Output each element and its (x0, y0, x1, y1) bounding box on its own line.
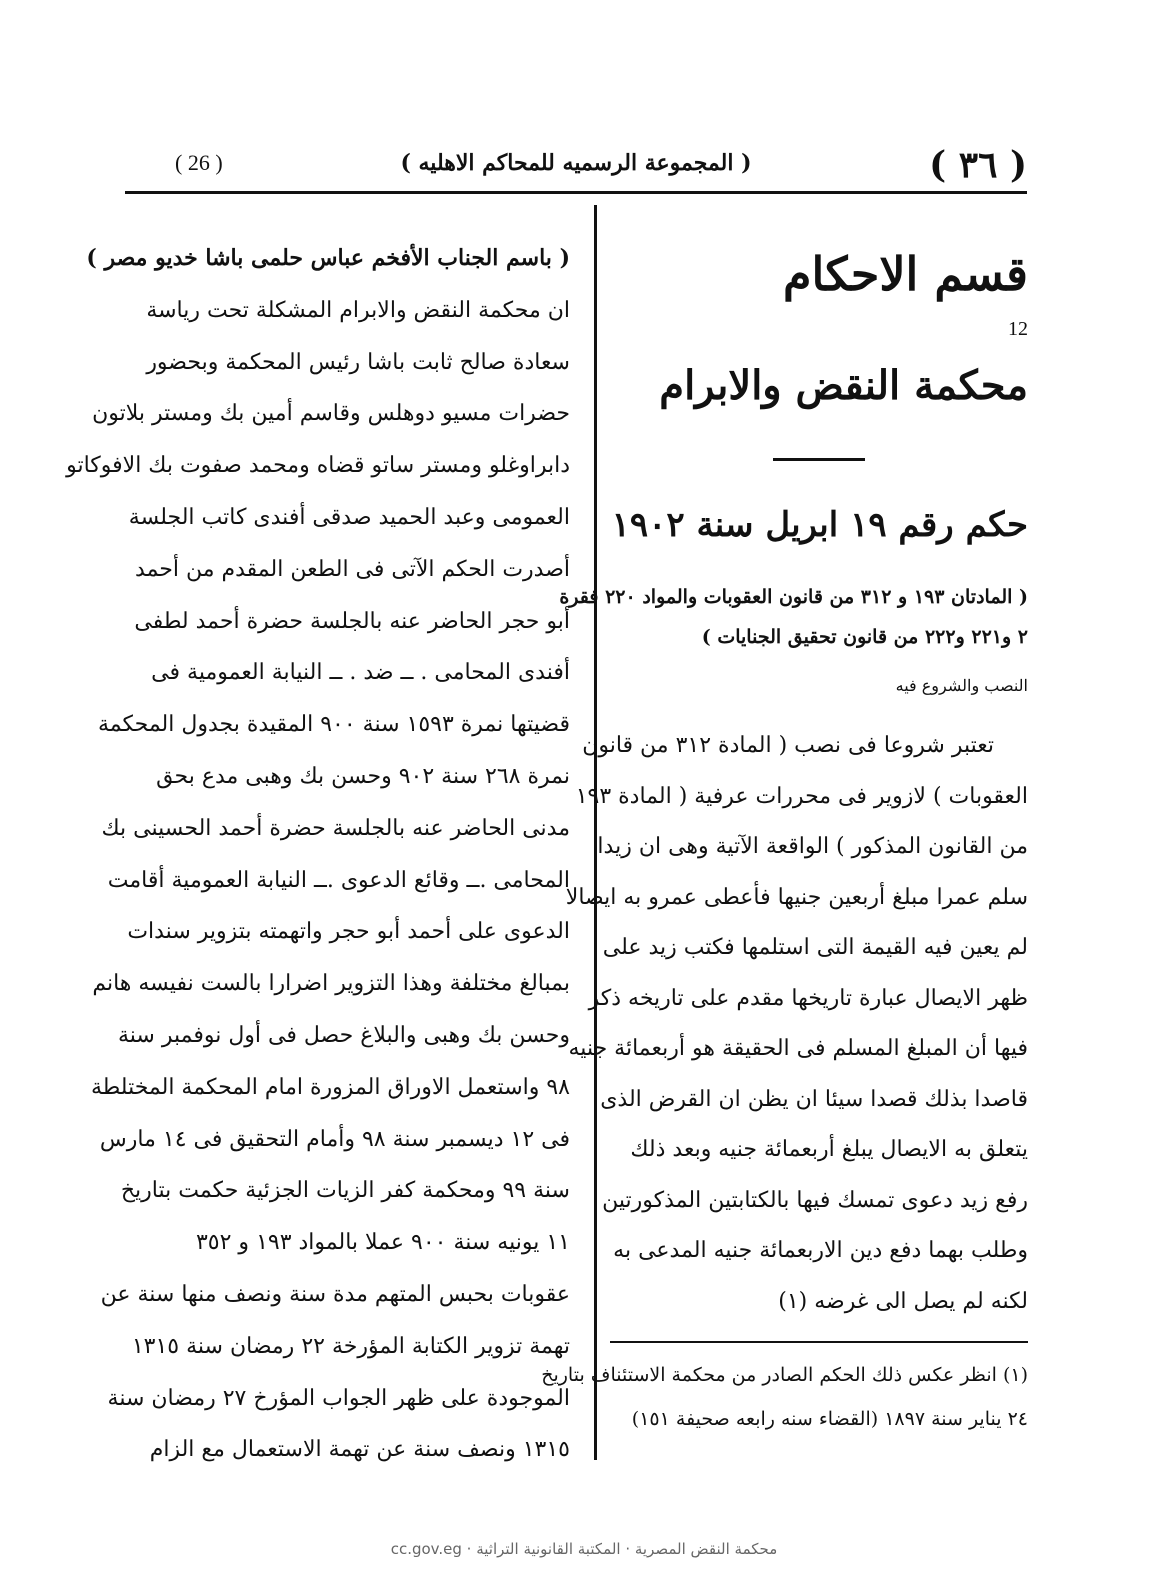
body-line: فيها أن المبلغ المسلم فى الحقيقة هو أربعمائة جنيه (568, 1036, 1028, 1061)
body-line: أصدرت الحكم الآتى فى الطعن المقدم من أحمد (135, 556, 570, 582)
arabic-page-number: ( ٣٦ ) (929, 144, 1027, 186)
body-line: رفع زيد دعوى تمسك فيها بالكتابتين المذكورتين (602, 1187, 1028, 1213)
body-line: لم يعين فيه القيمة التى استلمها فكتب زيد على (602, 935, 1028, 960)
footnote-rule (610, 1341, 1028, 1343)
body-line: ٩٨ واستعمل الاوراق المزورة امام المحكمة المختلطة (90, 1074, 570, 1100)
body-line: عقوبات بحبس المتهم مدة سنة ونصف منها سنة عن (100, 1281, 570, 1307)
body-line: سعادة صالح ثابت باشا رئيس المحكمة وبحضور (146, 349, 570, 375)
subject-heading: النصب والشروع فيه (895, 676, 1028, 695)
body-line: قاصدا بذلك قصدا سيئا ان يظن ان القرض الذى (600, 1086, 1028, 1112)
body-line: ١١ يونيه سنة ٩٠٠ عملا بالمواد ١٩٣ و ٣٥٢ (195, 1230, 570, 1256)
invocation-line: ( باسم الجناب الأفخم عباس حلمى باشا خديو مصر ) (86, 245, 570, 271)
header-rule (125, 191, 1027, 194)
body-line: العمومى وعبد الحميد صدقى أفندى كاتب الجلسة (128, 504, 570, 530)
body-line: وحسن بك وهبى والبلاغ حصل فى أول نوفمبر سنة (117, 1022, 570, 1048)
body-line: ظهر الايصال عبارة تاريخها مقدم على تاريخه ذكر (588, 985, 1028, 1011)
body-line: ان محكمة النقض والابرام المشكلة تحت رياسة (146, 297, 570, 323)
body-line: حضرات مسيو دوهلس وقاسم أمين بك ومستر بلاتون (92, 401, 570, 427)
body-line: ١٣١٥ ونصف سنة عن تهمة الاستعمال مع الزام (149, 1437, 570, 1463)
body-line: مدنى الحاضر عنه بالجلسة حضرة أحمد الحسينى بك (101, 815, 570, 841)
left-column (66, 233, 570, 1476)
ruling-title: حكم رقم ١٩ ابريل سنة ١٩٠٢ (611, 505, 1028, 545)
body-line: يتعلق به الايصال يبلغ أربعمائة جنيه وبعد ذلك (630, 1137, 1028, 1162)
body-line: أفندى المحامى . ــ ضد . ــ النيابة العمومية فى (151, 660, 570, 686)
body-line: لكنه لم يصل الى غرضه (١) (778, 1288, 1028, 1314)
court-name: محكمة النقض والابرام (659, 362, 1028, 409)
articles-line: ٢ و٢٢١ و٢٢٢ من قانون تحقيق الجنايات ) (701, 626, 1028, 648)
title-rule (773, 458, 865, 461)
source-footer: cc.gov.eg · محكمة النقض المصرية · المكتبة القانونية التراثية (390, 1540, 778, 1558)
articles-line: ( المادتان ١٩٣ و ٣١٢ من قانون العقوبات والمواد ٢٢٠ فقرة (559, 586, 1028, 608)
page-header (125, 144, 1027, 195)
latin-page-number: ( 26 ) (175, 150, 223, 175)
body-line: بمبالغ مختلفة وهذا التزوير اضرارا بالست نفيسه هانم (92, 971, 570, 997)
footnote-line: (١) انظر عكس ذلك الحكم الصادر من محكمة الاستئناف بتاريخ (541, 1364, 1028, 1386)
body-line: وطلب بهما دفع دين الاربعمائة جنيه المدعى به (613, 1238, 1028, 1263)
body-line: سنة ٩٩ ومحكمة كفر الزيات الجزئية حكمت بتاريخ (120, 1178, 570, 1204)
right-column (541, 240, 1028, 1441)
section-title: قسم الاحكام (782, 247, 1028, 301)
body-line: المحامى .ــ وقائع الدعوى .ــ النيابة العمومية أقامت (107, 867, 570, 893)
body-line: نمرة ٢٦٨ سنة ٩٠٢ وحسن بك وهبى مدع بحق (156, 763, 570, 789)
body-line: الدعوى على أحمد أبو حجر واتهمته بتزوير سندات (127, 919, 570, 945)
section-number: 12 (1008, 318, 1028, 340)
body-line: فى ١٢ ديسمبر سنة ٩٨ وأمام التحقيق فى ١٤ مارس (99, 1126, 570, 1152)
footnote-line: ٢٤ يناير سنة ١٨٩٧ (القضاء سنه رابعه صحيفة ١٥١) (631, 1408, 1028, 1430)
body-line: تعتبر شروعا فى نصب ( المادة ٣١٢ من قانون (582, 733, 994, 758)
body-line: سلم عمرا مبلغ أربعين جنيها فأعطى عمرو به ايصالا (565, 884, 1028, 910)
body-line: دابراوغلو ومستر ساتو قضاه ومحمد صفوت بك الافوكاتو (66, 453, 570, 479)
body-line: قضيتها نمرة ١٥٩٣ سنة ٩٠٠ المقيدة بجدول المحكمة (97, 712, 570, 738)
body-line: أبو حجر الحاضر عنه بالجلسة حضرة أحمد لطفى (134, 608, 570, 634)
running-title: ( المجموعة الرسميه للمحاكم الاهليه ) (400, 150, 752, 176)
body-line: العقوبات ) لازوير فى محررات عرفية ( المادة ١٩٣ (575, 783, 1028, 809)
body-line: من القانون المذكور ) الواقعة الآتية وهى ان زيدا (597, 834, 1028, 859)
body-line: تهمة تزوير الكتابة المؤرخة ٢٢ رمضان سنة ١٣١٥ (131, 1333, 570, 1359)
body-line: الموجودة على ظهر الجواب المؤرخ ٢٧ رمضان سنة (107, 1385, 570, 1411)
